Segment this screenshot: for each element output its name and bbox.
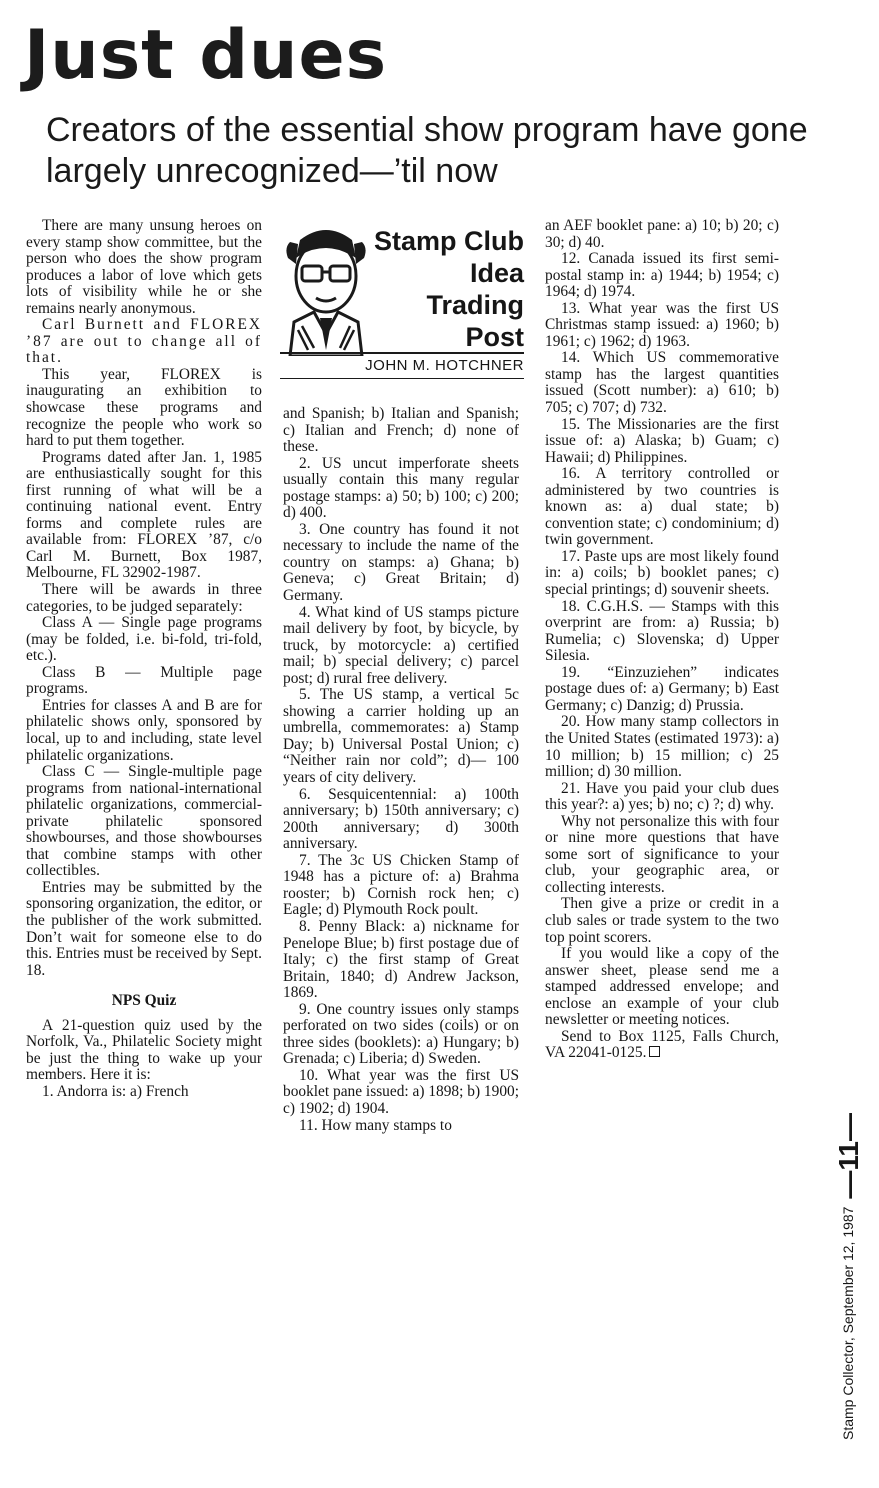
end-mark-icon bbox=[649, 1046, 660, 1057]
paragraph: 1. Andorra is: a) French bbox=[42, 1082, 189, 1100]
columnist-portrait-icon bbox=[280, 218, 372, 356]
quiz-question: 2. US uncut imperforate sheets usually contain this many regular postage stamps: a) 50; b) 100; c) 200; d) 400. bbox=[283, 454, 519, 522]
logo-title-line: Idea bbox=[469, 258, 524, 288]
quiz-heading: NPS Quiz bbox=[111, 992, 177, 1010]
paragraph: A 21-question quiz used by the Norfolk, Va., Philatelic Society might be just the thing to wake up your members. Here it is: bbox=[26, 1016, 262, 1084]
quiz-question: 3. One country has found it not necessary to include the name of the country on stamps: a) Ghana; b) Geneva; c) Great Britain; d) Germany. bbox=[283, 520, 519, 605]
paragraph: Entries may be submitted by the sponsoring organization, the editor, or the publisher of the work submitted. Don’t wait for someone else to do this. Entries must be received by Sept. 18. bbox=[26, 878, 262, 979]
paragraph: Class A — Single page programs (may be folded, i.e. bi-fold, tri-fold, etc.). bbox=[26, 614, 262, 665]
quiz-question: 4. What kind of US stamps picture mail delivery by foot, by bicycle, by truck, by motorcycle: a) certified mail; b) special delivery; c) parcel post; d) rural free delivery. bbox=[283, 603, 519, 687]
subheadline: Creators of the essential show program have gone largely unrecognized—’til now bbox=[46, 111, 808, 190]
quiz-question: 21. Have you paid your club dues this year?: a) yes; b) no; c) ?; d) why. bbox=[545, 779, 779, 814]
paragraph: This year, FLOREX is inaugurating an exhibition to showcase these programs and recognize the people who work so hard to put them together. bbox=[26, 365, 262, 450]
quiz-question: 13. What year was the first US Christmas stamp issued: a) 1960; b) 1961; c) 1962; d) 1963. bbox=[545, 299, 779, 350]
quiz-question: 7. The 3c US Chicken Stamp of 1948 has a picture of: a) Brahma rooster; b) Cornish rock hen; c) Eagle; d) Plymouth Rock poult. bbox=[283, 851, 519, 919]
quiz-question: 9. One country issues only stamps perforated on two sides (coils) or on three sides (booklets): a) Hungary; b) Grenada; c) Liberia; d) Sweden. bbox=[283, 1000, 519, 1068]
paragraph: If you would like a copy of the answer sheet, please send me a stamped addressed envelope; and enclose an example of your club newsletter or meeting notices. bbox=[545, 945, 779, 1029]
quiz-question: 17. Paste ups are most likely found in: a) coils; b) booklet panes; c) special printings; d) souvenir sheets. bbox=[545, 547, 779, 599]
paragraph: an AEF booklet pane: a) 10; b) 20; c) 30; d) 40. bbox=[545, 217, 779, 251]
paragraph: There are many unsung heroes on every stamp show committee, but the person who does the show program produces a labor of love which gets lots of visibility while he or she remains nearly anonymous. bbox=[26, 217, 262, 317]
article-column-3 bbox=[545, 218, 779, 1062]
paragraph: Class C — Single-multiple page programs from national-international philatelic organizations, commercial-private philatelic sponsored showbourses, and those showbourses that combine stamps with other collectibles. bbox=[26, 763, 262, 880]
quiz-question: 5. The US stamp, a vertical 5c showing a carrier holding up an umbrella, commemorates: a) Stamp Day; b) Universal Postal Union; c) “Neither rain nor cold”; d)— 100 years of city delivery. bbox=[283, 686, 519, 787]
quiz-question: 11. How many stamps to bbox=[299, 1116, 452, 1134]
article-column-1 bbox=[26, 218, 262, 1100]
quiz-question: 14. Which US commemorative stamp has the largest quantities issued (Scott number): a) 610; b) 705; c) 707; d) 732. bbox=[545, 349, 779, 417]
paragraph: Carl Burnett and FLOREX ’87 are out to change all of that. bbox=[26, 316, 262, 367]
quiz-question: 8. Penny Black: a) nickname for Penelope Blue; b) first postage due of Italy; c) the first stamp of Great Britain, 1840; d) Andrew Jackson, 1869. bbox=[283, 917, 519, 1002]
logo-title-line: Stamp Club bbox=[373, 226, 524, 256]
quiz-question: 15. The Missionaries are the first issue of: a) Alaska; b) Guam; c) Hawaii; d) Philippines. bbox=[545, 415, 779, 466]
publication-date: Stamp Collector, September 12, 1987 bbox=[840, 1206, 856, 1440]
logo-title-line: Trading bbox=[426, 290, 524, 320]
paragraph: Class B — Multiple page programs. bbox=[26, 663, 262, 698]
address-text: Send to Box 1125, Falls Church, VA 22041-0125. bbox=[545, 1027, 779, 1062]
article-column-2 bbox=[283, 406, 519, 1134]
byline: JOHN M. HOTCHNER bbox=[365, 357, 524, 374]
byline-rule bbox=[280, 378, 524, 379]
quiz-question: 6. Sesquicentennial: a) 100th anniversary; b) 150th anniversary; c) 200th anniversary; d) 300th anniversary. bbox=[283, 785, 519, 853]
paragraph: Why not personalize this with four or nine more questions that have some sort of significance to your club, your geographic area, or collecting interests. bbox=[545, 812, 779, 896]
quiz-question: 19. “Einzuziehen” indicates postage dues of: a) Germany; b) East Germany; c) Danzig; d) Prussia. bbox=[545, 663, 779, 714]
quiz-question: 16. A territory controlled or administered by two countries is known as: a) dual state; b) convention state; c) condominium; d) twin government. bbox=[545, 465, 779, 549]
headline: Just dues bbox=[24, 16, 388, 95]
quiz-question: 12. Canada issued its first semi-postal stamp in: a) 1944; b) 1954; c) 1964; d) 1974. bbox=[545, 250, 779, 301]
paragraph: There will be awards in three categories, to be judged separately: bbox=[26, 581, 262, 615]
paragraph: Programs dated after Jan. 1, 1985 are enthusiastically sought for this first running of what will be a continuing national event. Entry forms and complete rules are available from: FLOREX ’87, c/o Carl M. Burnett, Box 1987, Melbourne, FL 32902-1987. bbox=[26, 448, 262, 582]
paragraph: Entries for classes A and B are for philatelic shows only, sponsored by local, up to and including, state level philatelic organizations. bbox=[26, 696, 262, 764]
page-folio bbox=[833, 840, 865, 1440]
closing-paragraph bbox=[545, 1029, 779, 1062]
quiz-question: 20. How many stamp collectors in the United States (estimated 1973): a) 10 million; b) 15 million; c) 25 million; d) 30 million. bbox=[545, 713, 779, 781]
page-number: —11— bbox=[833, 1113, 865, 1199]
byline-rule bbox=[280, 352, 524, 354]
quiz-question: 10. What year was the first US booklet pane issued: a) 1898; b) 1900; c) 1902; d) 1904. bbox=[283, 1066, 519, 1117]
paragraph: Then give a prize or credit in a club sales or trade system to the two top point scorers. bbox=[545, 895, 779, 946]
logo-title-line: Post bbox=[465, 322, 524, 352]
paragraph: and Spanish; b) Italian and Spanish; c) Italian and French; d) none of these. bbox=[283, 405, 519, 456]
quiz-question: 18. C.G.H.S. — Stamps with this overprint are from: a) Russia; b) Rumelia; c) Slovenska; d) Upper Silesia. bbox=[545, 597, 779, 665]
